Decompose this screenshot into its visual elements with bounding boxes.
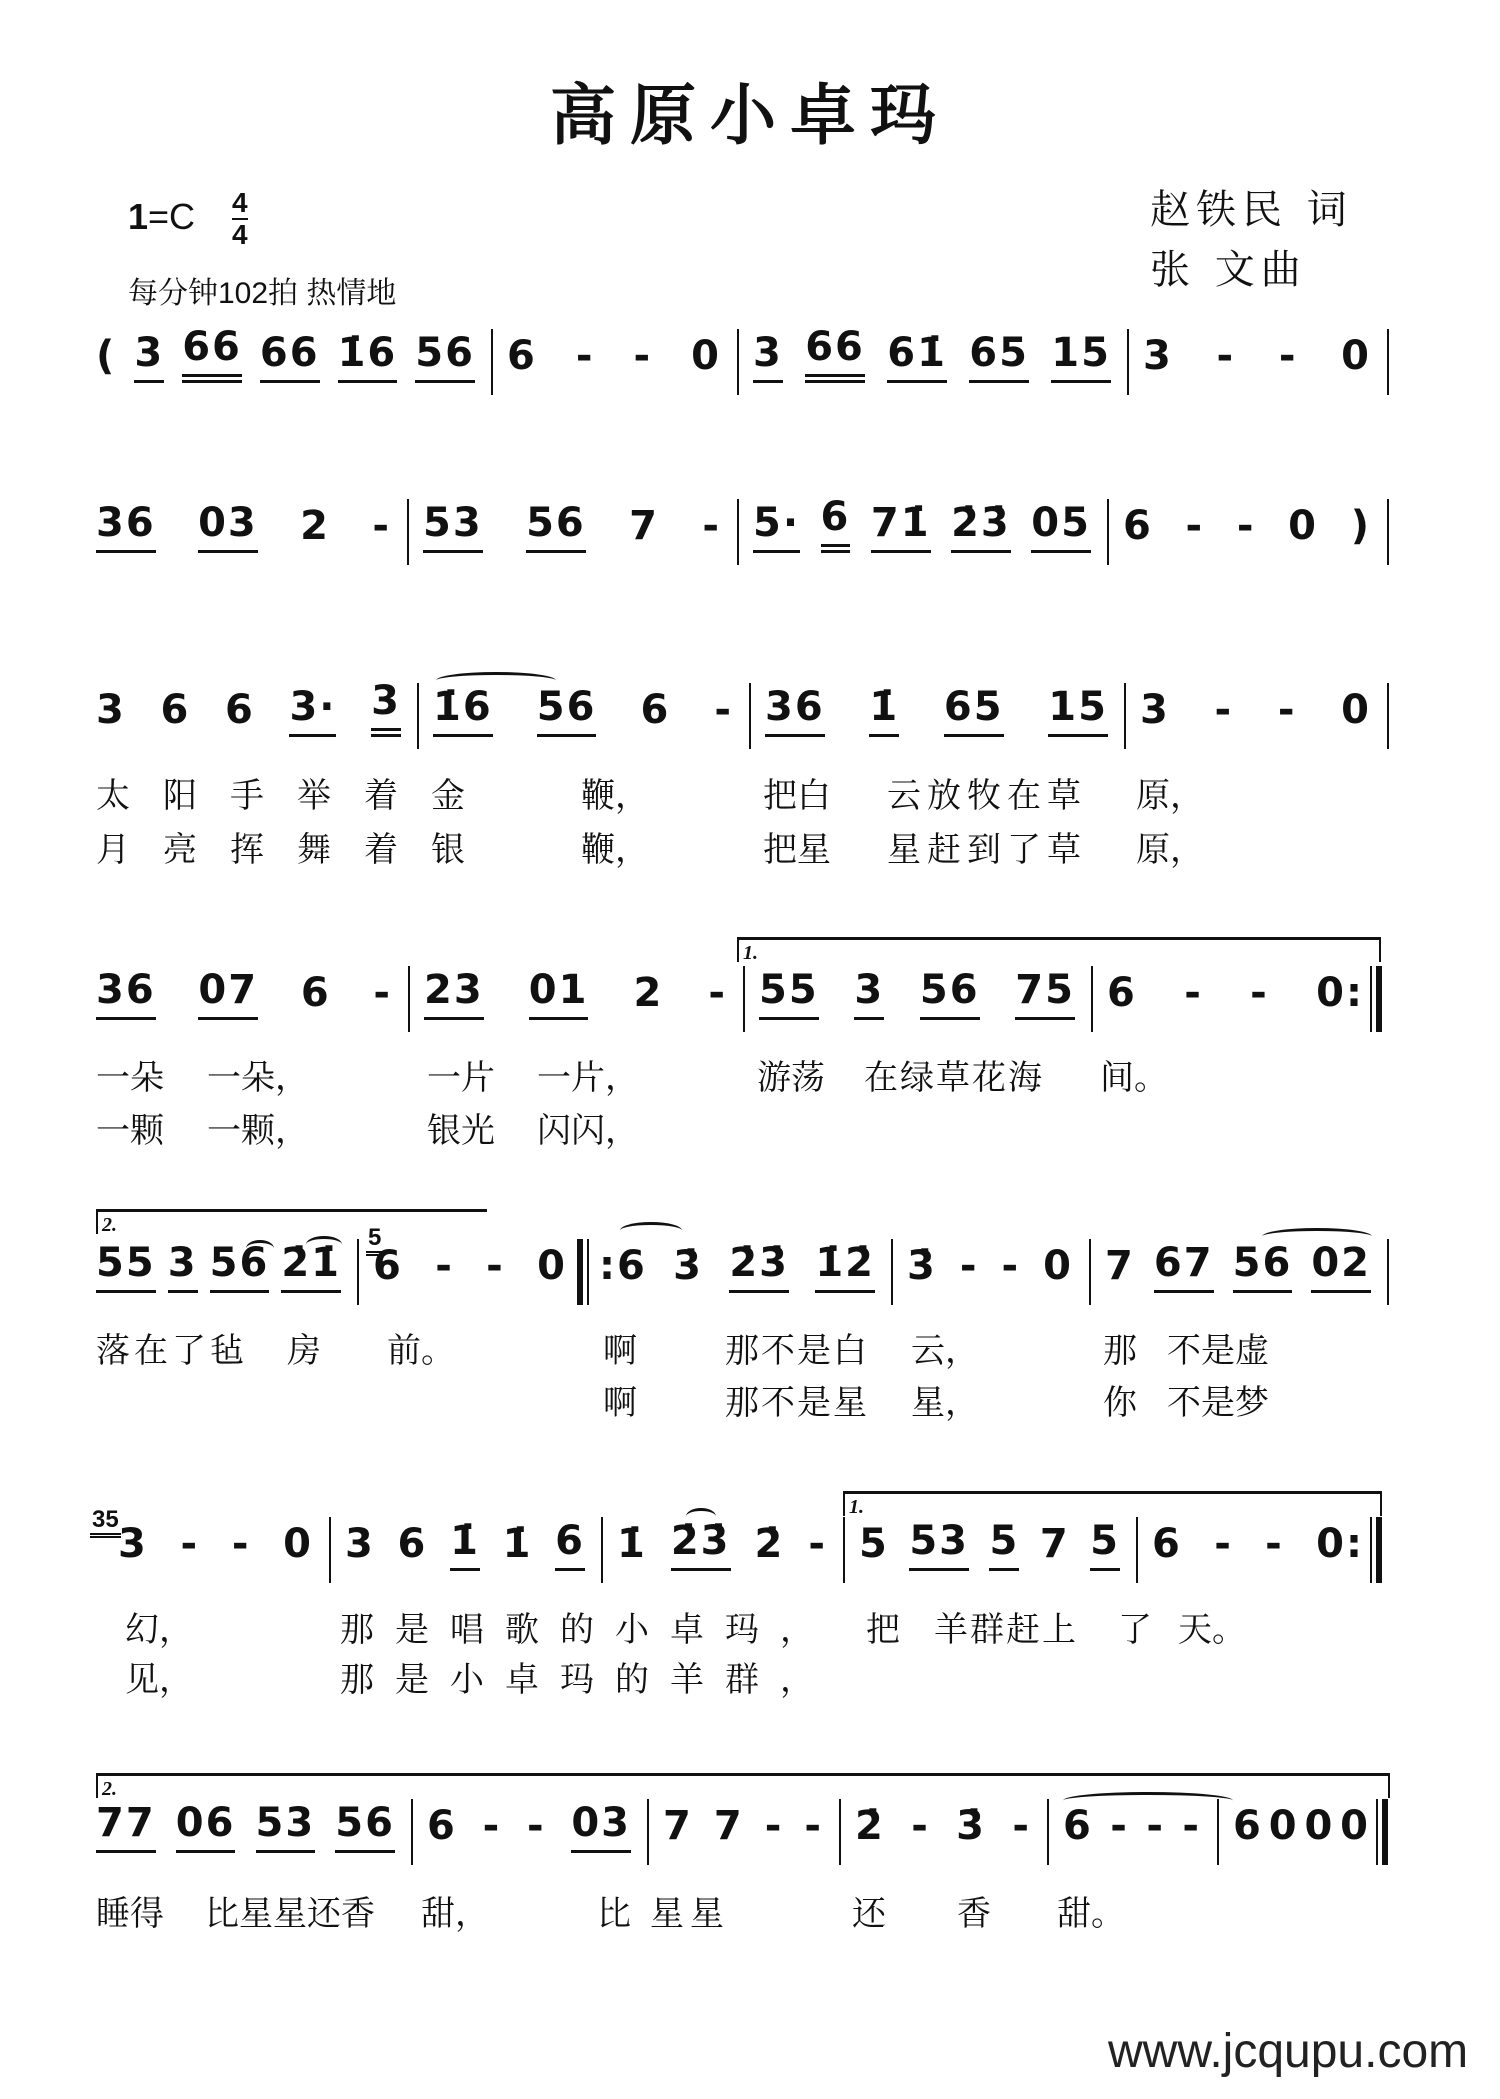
- note-group: 77: [96, 1800, 156, 1853]
- note-group: 0: [1341, 333, 1371, 379]
- measure: [1105, 1237, 1371, 1293]
- note-group: 66: [805, 324, 865, 383]
- tie: [1063, 1792, 1233, 1809]
- lyric-segment: 那是唱歌的小卓玛，: [340, 1610, 835, 1650]
- note-group: 0: [283, 1521, 313, 1567]
- barline: [1376, 1517, 1382, 1583]
- measure: [373, 1237, 567, 1293]
- lyric-segment: 一朵，: [207, 1058, 309, 1098]
- grace-note: 5: [368, 1224, 382, 1251]
- tempo-marking: 每分钟102拍 热情地: [128, 277, 397, 310]
- note-group: 3: [168, 1240, 198, 1293]
- barline: [737, 499, 739, 565]
- note-group: ): [1350, 503, 1371, 549]
- barline: [1091, 966, 1093, 1032]
- note-group: 02: [1311, 1240, 1371, 1293]
- barline: [1124, 683, 1126, 749]
- note-group: 6: [640, 687, 671, 733]
- note-group: -: [1214, 687, 1234, 733]
- note-group: 1̇: [450, 1518, 480, 1571]
- note-group: 06: [176, 1800, 236, 1853]
- note-group: -: [1278, 333, 1298, 379]
- measure: [96, 497, 391, 553]
- barline: [411, 1799, 413, 1865]
- note-group: -: [373, 970, 392, 1016]
- note-group: 0: [1288, 503, 1319, 549]
- lyric-segment: 在绿草花海: [864, 1058, 1044, 1098]
- slur: [620, 1222, 682, 1239]
- note-group: 3: [371, 678, 401, 737]
- lyric-segment: 银光: [427, 1111, 495, 1151]
- lyricist-credit: 赵铁民 词: [1150, 187, 1353, 233]
- barline: [1136, 1517, 1138, 1583]
- lyric-segment: 你: [1103, 1383, 1137, 1423]
- volta-label: 2.: [102, 1778, 117, 1800]
- measure: [423, 497, 721, 553]
- note-group: 3·: [289, 684, 336, 737]
- barline: [1382, 1799, 1388, 1865]
- note-group: 36: [96, 967, 156, 1020]
- lyric-segment: 睡得: [96, 1894, 164, 1934]
- note-group: -: [633, 333, 653, 379]
- lyric-segment: 甜。: [1057, 1894, 1125, 1934]
- barline: [601, 1517, 603, 1583]
- lyric-segment: 星星: [650, 1894, 730, 1934]
- time-top: 4: [232, 187, 248, 218]
- barline: [1376, 1799, 1378, 1865]
- note-group: 05: [1031, 500, 1091, 553]
- lyric-segment: 前。: [387, 1331, 455, 1371]
- volta-label: 2.: [102, 1214, 117, 1236]
- measure: [759, 964, 1075, 1020]
- key-signature: [128, 196, 195, 238]
- note-group: 3̇: [673, 1243, 703, 1289]
- note-group: 15: [1048, 684, 1108, 737]
- barline: [1376, 966, 1382, 1032]
- measure: [433, 681, 733, 737]
- barline: [417, 683, 419, 749]
- note-group: 3: [96, 687, 126, 733]
- note-group: 15: [1051, 330, 1111, 383]
- note-group: 6: [1063, 1803, 1093, 1849]
- measure: [96, 1237, 341, 1293]
- note-group: 2̇1̇: [281, 1240, 341, 1293]
- note-group: -: [1265, 1521, 1284, 1567]
- lyric-segment: 房: [287, 1331, 321, 1371]
- lyric-segment: 闪闪，: [537, 1111, 639, 1151]
- note-group: 07: [198, 967, 258, 1020]
- note-group: -: [486, 1243, 505, 1289]
- lyric-segment: 原，: [1136, 776, 1204, 816]
- barline: [1107, 499, 1109, 565]
- measure: [1107, 964, 1364, 1020]
- lyric-segment: 间。: [1100, 1058, 1168, 1098]
- note-group: -: [1236, 503, 1256, 549]
- lyric-segment: 一朵: [96, 1058, 164, 1098]
- barline: [737, 329, 739, 395]
- lyric-segment: 幻，: [125, 1610, 193, 1650]
- note-group: 3: [1143, 333, 1173, 379]
- note-group: 71̇: [871, 500, 931, 553]
- measure: [1233, 1797, 1370, 1853]
- lyric-segment: 比: [597, 1894, 631, 1934]
- barline: [647, 1799, 649, 1865]
- measure: [1140, 681, 1371, 737]
- lyric-segment: 游荡: [757, 1058, 825, 1098]
- lyric-segment: 云放牧在草: [887, 776, 1087, 816]
- measure: [96, 1797, 395, 1853]
- note-group: 56: [415, 330, 475, 383]
- measure: [424, 964, 727, 1020]
- note-group: 3: [854, 967, 884, 1020]
- site-watermark: www.jcqupu.com: [1108, 2025, 1469, 2078]
- barline: [577, 1239, 583, 1305]
- note-group: 1̇: [502, 1521, 533, 1567]
- note-group: 7: [629, 503, 659, 549]
- measure: [1123, 497, 1371, 553]
- note-group: 1̇6: [433, 684, 493, 737]
- note-group: -: [708, 970, 727, 1016]
- barline: [1370, 966, 1372, 1032]
- note-group: 2̇3̇: [951, 500, 1011, 553]
- note-group: 53: [423, 500, 483, 553]
- note-group: 6: [1123, 503, 1153, 549]
- note-group: -: [808, 1521, 827, 1567]
- note-group: 3: [753, 330, 783, 383]
- lyric-segment: 一片，: [537, 1058, 639, 1098]
- lyric-segment: 鞭，: [581, 830, 649, 870]
- note-group: 3̇: [907, 1243, 937, 1289]
- note-group: 36: [96, 500, 156, 553]
- note-group: -: [482, 1803, 502, 1849]
- note-group: 56: [920, 967, 980, 1020]
- lyric-segment: 不是梦: [1167, 1383, 1269, 1423]
- barline: [749, 683, 751, 749]
- note-group: -: [180, 1521, 200, 1567]
- note-group: 2̇3̇: [671, 1518, 731, 1571]
- lyric-segment: 羊群赶上: [934, 1610, 1078, 1650]
- lyric-segment: 把: [866, 1610, 900, 1650]
- measure: [96, 678, 401, 737]
- measure: [617, 1515, 827, 1571]
- note-group: 0:: [1316, 1521, 1364, 1567]
- note-group: 2̇: [855, 1803, 885, 1849]
- note-group: 6: [224, 687, 255, 733]
- slur: [246, 1240, 274, 1257]
- lyric-segment: 那: [1103, 1331, 1137, 1371]
- time-bottom: 4: [232, 219, 248, 250]
- barline: [329, 1517, 331, 1583]
- lyric-segment: 云，: [911, 1331, 979, 1371]
- note-group: 6: [300, 970, 331, 1016]
- note-group: 6: [397, 1521, 428, 1567]
- measure: [96, 964, 392, 1020]
- note-group: -: [1146, 1803, 1165, 1849]
- note-group: 03: [571, 1800, 631, 1853]
- note-group: 0: [1268, 1803, 1299, 1849]
- note-group: 1̇6: [338, 330, 398, 383]
- volta-label: 1.: [849, 1496, 864, 1518]
- note-group: 7: [663, 1803, 693, 1849]
- note-group: -: [575, 333, 595, 379]
- note-group: 55: [96, 1240, 156, 1293]
- note-group: 0: [1043, 1243, 1073, 1289]
- lyric-segment: 那是小卓玛的羊群，: [340, 1660, 835, 1700]
- grace-note: 35: [92, 1506, 119, 1533]
- lyric-segment: 甜，: [421, 1894, 489, 1934]
- lyric-segment: 原，: [1136, 830, 1204, 870]
- note-group: 5: [859, 1521, 889, 1567]
- lyric-segment: 啊: [603, 1331, 637, 1371]
- note-group: 5: [1090, 1518, 1120, 1571]
- song-title: 高原小卓玛: [550, 76, 950, 154]
- lyric-segment: 一颗: [96, 1111, 164, 1151]
- measure: [427, 1797, 631, 1853]
- barline: [1089, 1239, 1091, 1305]
- lyric-segment: 月亮挥舞着银: [96, 830, 498, 870]
- lyric-segment: 那不是星: [725, 1383, 869, 1423]
- lyric-segment: 不是虚: [1167, 1331, 1269, 1371]
- note-group: -: [526, 1803, 546, 1849]
- note-group: 65: [944, 684, 1004, 737]
- note-group: :6: [599, 1243, 647, 1289]
- note-group: -: [702, 503, 721, 549]
- composer-credit: 张 文曲: [1150, 247, 1307, 293]
- note-group: 56: [526, 500, 586, 553]
- barline: [891, 1239, 893, 1305]
- slur: [1262, 1228, 1372, 1245]
- note-group: -: [1277, 687, 1297, 733]
- note-group: 6: [1107, 970, 1137, 1016]
- barline: [491, 329, 493, 395]
- note-group: -: [435, 1243, 454, 1289]
- lyric-segment: 啊: [603, 1383, 637, 1423]
- key-name: =C: [148, 196, 196, 237]
- barline: [839, 1799, 841, 1865]
- note-group: 0: [1304, 1803, 1335, 1849]
- measure: [599, 1237, 875, 1293]
- note-group: 6: [507, 333, 537, 379]
- lyric-segment: 香: [957, 1894, 991, 1934]
- note-group: 36: [765, 684, 825, 737]
- lyric-segment: 比星星还香: [205, 1894, 375, 1934]
- lyric-segment: 把白: [763, 776, 831, 816]
- barline: [408, 966, 410, 1032]
- note-group: 3̇: [956, 1803, 987, 1849]
- note-group: 2̇3̇: [729, 1240, 789, 1293]
- time-signature: [232, 188, 248, 250]
- note-group: 1̇2̇: [815, 1240, 875, 1293]
- barline: [587, 1239, 589, 1305]
- note-group: 6: [1233, 1803, 1263, 1849]
- note-group: 65: [969, 330, 1029, 383]
- barline: [1387, 1239, 1389, 1305]
- lyric-segment: 把星: [763, 830, 831, 870]
- note-group: -: [1185, 503, 1205, 549]
- volta-second-ending: [96, 1209, 487, 1234]
- note-group: 03: [198, 500, 258, 553]
- lyric-segment: 星，: [911, 1383, 979, 1423]
- lyric-segment: 了: [1118, 1610, 1152, 1650]
- barline: [357, 1239, 359, 1305]
- measure: [1152, 1515, 1364, 1571]
- measure: [118, 1515, 313, 1571]
- note-group: 2: [300, 503, 330, 549]
- note-group: 0: [1340, 1803, 1370, 1849]
- measure: [96, 324, 475, 383]
- note-group: 7: [713, 1803, 744, 1849]
- note-group: 67: [1154, 1240, 1214, 1293]
- note-group: 7: [1105, 1243, 1135, 1289]
- lyric-segment: 天。: [1178, 1610, 1246, 1650]
- barline: [1387, 683, 1389, 749]
- note-group: 2: [633, 970, 664, 1016]
- note-group: 3: [1140, 687, 1170, 733]
- note-group: 6: [555, 1518, 585, 1571]
- note-group: -: [714, 687, 733, 733]
- note-group: -: [1182, 1803, 1201, 1849]
- note-group: 6: [160, 687, 191, 733]
- slur: [306, 1236, 342, 1253]
- barline: [1370, 1517, 1372, 1583]
- note-group: 2̇: [754, 1521, 785, 1567]
- slur: [436, 672, 556, 689]
- note-group: -: [372, 503, 391, 549]
- barline: [1047, 1799, 1049, 1865]
- note-group: 6: [427, 1803, 457, 1849]
- slur: [686, 1508, 716, 1525]
- lyric-segment: 太阳手举着金: [96, 776, 498, 816]
- barline: [407, 499, 409, 565]
- note-group: 5: [989, 1518, 1019, 1571]
- measure: [855, 1797, 1031, 1853]
- note-group: 66: [260, 330, 320, 383]
- note-group: 61̇: [887, 330, 947, 383]
- barline: [1387, 329, 1389, 395]
- barline: [1387, 499, 1389, 565]
- measure: [663, 1797, 823, 1853]
- note-group: (: [96, 333, 117, 379]
- volta-label: 1.: [743, 942, 758, 964]
- note-group: 56: [537, 684, 597, 737]
- note-group: 56: [210, 1240, 270, 1293]
- note-group: 53: [256, 1800, 316, 1853]
- barline: [1127, 329, 1129, 395]
- note-group: -: [1012, 1803, 1031, 1849]
- note-group: 01: [529, 967, 589, 1020]
- note-group: -: [1001, 1243, 1021, 1289]
- volta-first-ending: [843, 1491, 1382, 1516]
- measure: [1143, 327, 1371, 383]
- measure: [907, 1237, 1073, 1293]
- note-group: 23: [424, 967, 484, 1020]
- note-group: -: [1214, 1521, 1233, 1567]
- lyric-segment: 落在了毡: [96, 1331, 248, 1371]
- volta-first-ending: [737, 937, 1381, 962]
- note-group: 0: [537, 1243, 567, 1289]
- barline: [843, 1517, 845, 1583]
- note-group: 5·: [753, 500, 800, 553]
- barline: [743, 966, 745, 1032]
- note-group: 56: [1233, 1240, 1293, 1293]
- note-group: 66: [182, 324, 242, 383]
- measure: [345, 1515, 585, 1571]
- lyric-segment: 见，: [125, 1660, 193, 1700]
- lyric-segment: 星赶到了草: [887, 830, 1087, 870]
- note-group: 6: [373, 1243, 403, 1289]
- note-group: 1̇: [869, 684, 899, 737]
- measure: [507, 327, 721, 383]
- note-group: -: [1250, 970, 1269, 1016]
- note-group: -: [764, 1803, 784, 1849]
- note-group: 75: [1015, 967, 1075, 1020]
- note-group: -: [959, 1243, 979, 1289]
- note-group: 3: [345, 1521, 375, 1567]
- note-group: 1̇: [617, 1521, 647, 1567]
- note-group: -: [911, 1803, 930, 1849]
- lyric-segment: 鞭，: [581, 776, 649, 816]
- note-group: -: [1110, 1803, 1129, 1849]
- key-tonic: 1: [128, 196, 149, 237]
- note-group: 0: [1341, 687, 1371, 733]
- lyric-segment: 一片: [427, 1058, 495, 1098]
- note-group: 56: [335, 1800, 395, 1853]
- measure: [753, 494, 1091, 553]
- note-group: -: [231, 1521, 251, 1567]
- note-group: 0: [691, 333, 721, 379]
- note-group: -: [804, 1803, 823, 1849]
- note-group: 3: [134, 330, 164, 383]
- note-group: 7: [1039, 1521, 1070, 1567]
- note-group: 6: [821, 494, 851, 553]
- note-group: 53: [909, 1518, 969, 1571]
- measure: [753, 324, 1111, 383]
- note-group: -: [1184, 970, 1203, 1016]
- note-group: -: [1216, 333, 1236, 379]
- measure: [859, 1515, 1120, 1571]
- lyric-segment: 一颗，: [207, 1111, 309, 1151]
- measure: [765, 681, 1108, 737]
- lyric-segment: 那不是白: [725, 1331, 869, 1371]
- lyric-segment: 还: [852, 1894, 886, 1934]
- note-group: 55: [759, 967, 819, 1020]
- note-group: 3: [118, 1521, 148, 1567]
- note-group: 6: [1152, 1521, 1182, 1567]
- note-group: 0:: [1316, 970, 1364, 1016]
